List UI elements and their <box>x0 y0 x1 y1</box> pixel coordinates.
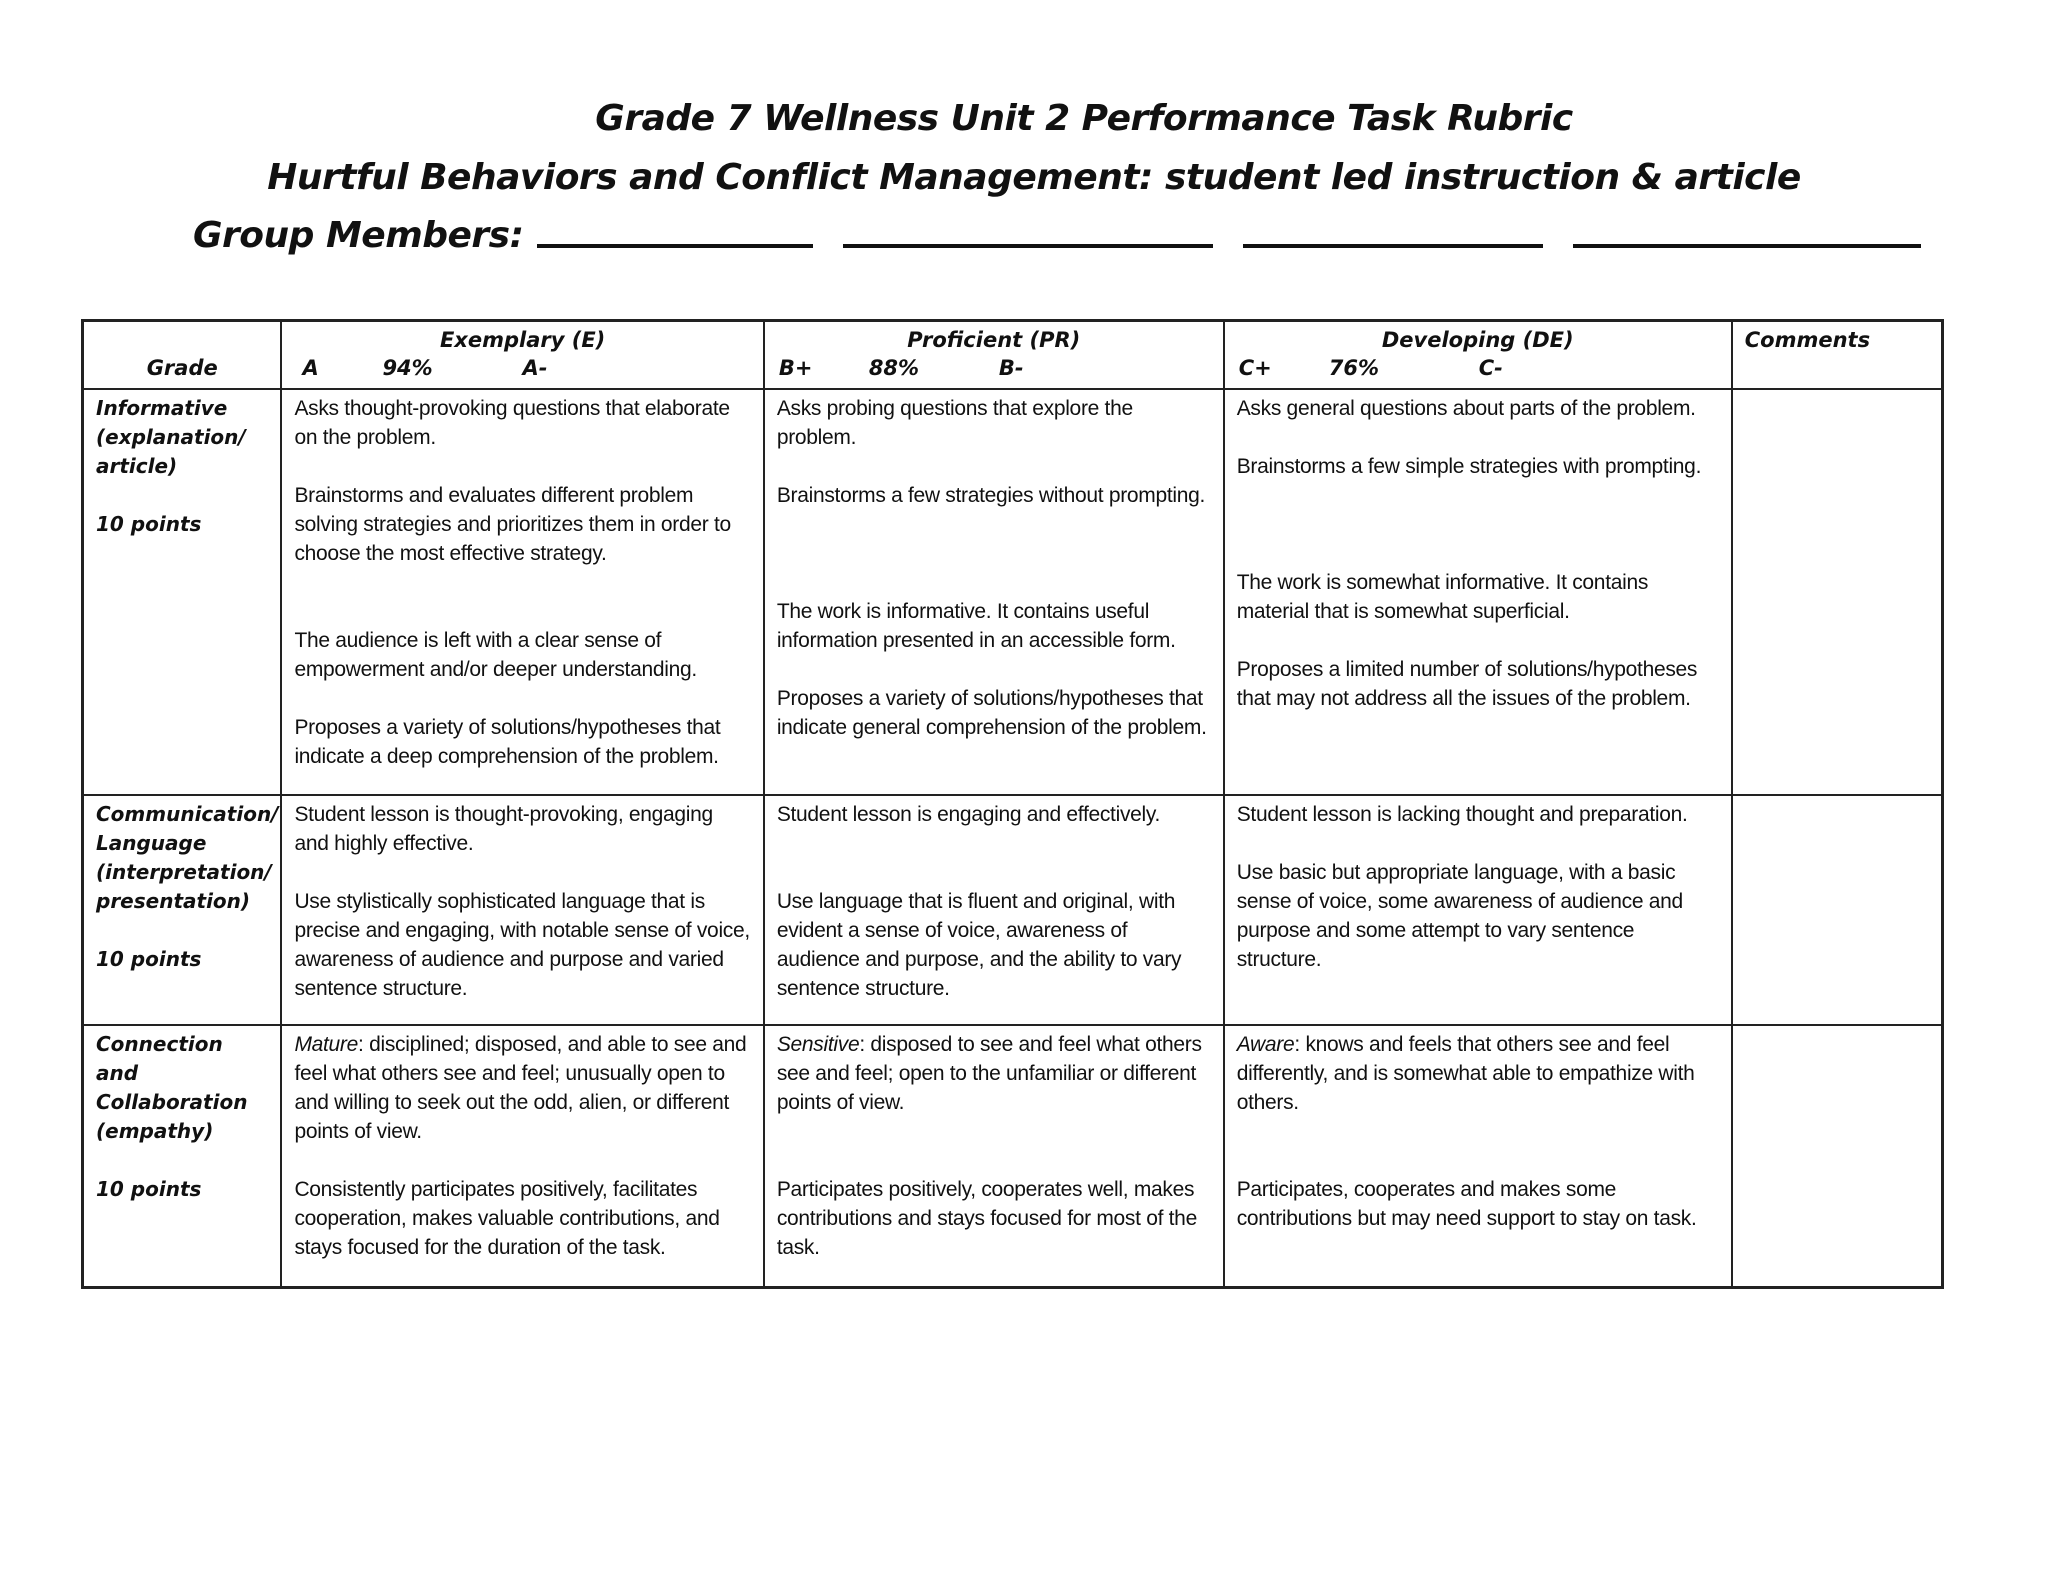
exemplary-cell: Mature: disciplined; disposed, and able to see and feel what others see and feel; unusually open to and willing to seek out the odd, alien, or different points of view. Consistently participates positively, facilitates cooperation, makes valuable contributions, and stays focused for the duration of the task. <box>281 1025 763 1288</box>
grade-percent: 76% <box>1328 356 1379 380</box>
exemplary-cell: Student lesson is thought-provoking, engaging and highly effective. Use stylistically sophisticated language that is precise and engaging, with notable sense of voice, awareness of audience and purpose and varied sentence structure. <box>281 795 763 1025</box>
member-name-blank-1[interactable] <box>537 244 813 248</box>
grade-high: C+ <box>1238 356 1272 380</box>
grade-high: A <box>302 356 319 380</box>
rubric-table <box>81 319 1944 1289</box>
points-label: 10 points <box>96 512 202 536</box>
grade-high: B+ <box>778 356 813 380</box>
developing-cell: Asks general questions about parts of the problem. Brainstorms a few simple strategies with prompting. The work is somewhat informative. It contains material that is somewhat superficial. Proposes a limited number of solutions/hypotheses that may not address all the issues of the problem. <box>1224 389 1732 795</box>
proficient-cell: Asks probing questions that explore the problem. Brainstorms a few strategies without prompting. The work is informative. It contains useful information presented in an accessible form. Proposes a variety of solutions/hypotheses that indicate general comprehension of the problem. <box>764 389 1224 795</box>
points-label: 10 points <box>96 1177 202 1201</box>
level-term: Mature <box>294 1033 358 1056</box>
member-name-blank-4[interactable] <box>1573 244 1921 248</box>
grade-scale <box>294 354 750 382</box>
developing-column-header <box>1224 321 1732 390</box>
level-term: Aware <box>1236 1033 1295 1056</box>
group-members-line <box>193 215 1921 256</box>
grade-low: A- <box>522 356 548 380</box>
table-row-informative <box>83 389 1943 795</box>
level-title: Developing (DE) <box>1381 328 1574 352</box>
proficient-cell: Student lesson is engaging and effectively. Use language that is fluent and original, with evident a sense of voice, awareness of audience and purpose, and the ability to vary sentence structure. <box>764 795 1224 1025</box>
rubric-subtitle: Hurtful Behaviors and Conflict Management: student led instruction & article <box>267 157 1801 198</box>
header-row <box>83 321 1943 390</box>
comments-cell[interactable] <box>1732 1025 1943 1288</box>
level-title: Proficient (PR) <box>907 328 1081 352</box>
comments-cell[interactable] <box>1732 795 1943 1025</box>
group-members-label: Group Members: <box>193 215 524 256</box>
proficient-column-header <box>764 321 1224 390</box>
comments-cell[interactable] <box>1732 389 1943 795</box>
member-name-blank-2[interactable] <box>843 244 1213 248</box>
grade-scale <box>1237 354 1719 382</box>
exemplary-column-header <box>281 321 763 390</box>
grade-low: C- <box>1478 356 1503 380</box>
criterion-cell: Informative (explanation/ article) 10 points <box>83 389 282 795</box>
rubric-title: Grade 7 Wellness Unit 2 Performance Task Rubric <box>595 98 1573 139</box>
grade-percent: 88% <box>868 356 920 380</box>
level-title: Exemplary (E) <box>439 328 606 352</box>
comments-column-header: Comments <box>1732 321 1943 390</box>
grade-percent: 94% <box>382 356 433 380</box>
points-label: 10 points <box>96 947 202 971</box>
table-row-communication <box>83 795 1943 1025</box>
exemplary-cell: Asks thought-provoking questions that elaborate on the problem. Brainstorms and evaluates different problem solving strategies and prioritizes them in order to choose the most effective strategy. The audience is left with a clear sense of empowerment and/or deeper understanding. Proposes a variety of solutions/hypotheses that indicate a deep comprehension of the problem. <box>281 389 763 795</box>
developing-cell: Aware: knows and feels that others see and feel differently, and is somewhat able to empathize with others. Participates, cooperates and makes some contributions but may need support to stay on task. <box>1224 1025 1732 1288</box>
criterion-cell: Connection and Collaboration (empathy) 10 points <box>83 1025 282 1288</box>
proficient-cell: Sensitive: disposed to see and feel what others see and feel; open to the unfamiliar or different points of view. Participates positively, cooperates well, makes contributions and stays focused for most of the task. <box>764 1025 1224 1288</box>
grade-column-header: Grade <box>83 321 282 390</box>
criterion-cell: Communication/ Language (interpretation/ presentation) 10 points <box>83 795 282 1025</box>
table-row-connection <box>83 1025 1943 1288</box>
developing-cell: Student lesson is lacking thought and preparation. Use basic but appropriate language, with a basic sense of voice, some awareness of audience and purpose and some attempt to vary sentence structure. <box>1224 795 1732 1025</box>
grade-scale <box>777 354 1211 382</box>
member-name-blank-3[interactable] <box>1243 244 1543 248</box>
grade-low: B- <box>998 356 1024 380</box>
level-term: Sensitive <box>776 1033 860 1056</box>
